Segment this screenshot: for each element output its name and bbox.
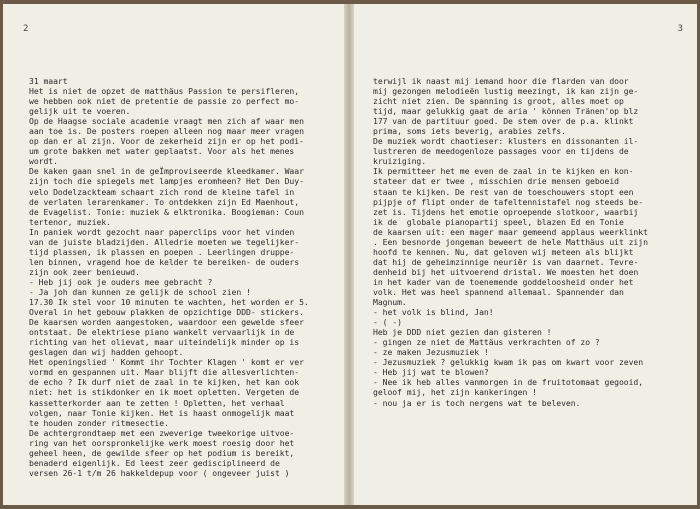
text-line: velo Dodelzackteam schaart zich rond de kleine tafel in	[29, 186, 295, 197]
text-line: versen 26-1 t/m 26 hakkeldepup voor ( ongeveer juist )	[29, 467, 290, 478]
text-line: ring van het oorspronkelijke werk moest roesig door het	[29, 437, 295, 448]
text-line: ik de globale pianopartij speel, blazen Ed en Tonie	[373, 216, 624, 227]
text-line: de echo ? Ik durf niet de zaal in te kijken, het kan ook	[29, 377, 300, 388]
text-line: geslagen dan wij hadden gehoopt.	[29, 347, 184, 358]
text-line: kruiziging.	[373, 156, 427, 167]
text-line: tijd, maar gelukkig gaat de aria ' können Tränen'op blz	[373, 106, 639, 117]
text-line: - Nee ik heb alles vanmorgen in de fruitotomaat gegooid,	[373, 377, 644, 388]
text-line: niet: het is stikdonker en ik moet opletten. Vergeten de	[29, 387, 300, 398]
page-number-left: 2	[23, 24, 29, 34]
text-line: 31 maart	[29, 76, 68, 86]
text-line: volgen, naar Tonie kijken. Het is haast onmogelijk maat	[29, 407, 295, 418]
text-line: tijd plassen, ik plassen en poepen . Leerlingen druppe-	[29, 246, 295, 257]
text-line: Ik permitteer het me even de zaal in te kijken en kon-	[373, 166, 634, 177]
text-line: zicht niet zien. De spanning is groot, alles moet op	[373, 96, 624, 107]
book-gutter	[344, 4, 354, 505]
text-line: 177 van de partituur goed. De stem over de p.a. klinkt	[373, 116, 634, 127]
text-line: wordt.	[29, 156, 58, 167]
text-line: . Een besnorde jongeman beweert de hele Matthäus uit zijn	[373, 236, 648, 247]
text-line: zet is. Tijdens het emotie oproepende slotkoor, waarbij	[373, 206, 639, 217]
text-line: Heb je DDD niet gezien dan gisteren !	[373, 327, 552, 338]
text-line: - ( -)	[373, 317, 402, 328]
text-line: we hebben ook niet de pretentie de passie zo perfect mo-	[29, 96, 300, 107]
text-line: - Jezusmuziek ? gelukkig kwam ik pas om kwart voor zeven	[373, 357, 644, 368]
text-line: te houden zonder ritmesectie.	[29, 417, 169, 428]
text-line: - Heb jij ook je ouders mee gebracht ?	[29, 276, 213, 287]
text-line: vormd en gespannen uit. Maar blijft die allesverlichten-	[29, 367, 300, 378]
text-line: - het volk is blind, Jan!	[373, 307, 494, 318]
text-line: gelijk uit te voeren.	[29, 106, 131, 117]
text-line: lustreren de meedogenloze passages voor en tijdens de	[373, 146, 629, 157]
text-line: tertenor, muziek.	[29, 216, 111, 227]
text-line: De kaken gaan snel in de geÏmproviseerde kleedkamer. Waar	[29, 166, 304, 177]
text-line: - Ja joh dan kunnen ze gelijk de school zien !	[29, 286, 251, 297]
text-line: aan toe is. De posters roepen alleen nog maar meer vragen	[29, 126, 304, 137]
page-number-right: 3	[677, 24, 683, 34]
text-line: um grote bakken met water geplaatst. Voor als het menes	[29, 146, 295, 157]
text-line: - nou ja er is toch nergens wat te beleven.	[373, 397, 581, 408]
text-line: - Heb jij wat te blowen?	[373, 367, 489, 378]
text-line: kassetterkorder aan te zetten ! Opletten, het verhaal	[29, 397, 285, 408]
text-line: Het is niet de opzet de matthäus Passion te persifleren,	[29, 86, 300, 97]
right-page	[350, 4, 697, 505]
right-page-text	[373, 76, 648, 408]
left-page-text	[29, 76, 309, 478]
text-line: stateer dat er twee , misschien drie mensen geboeid	[373, 176, 619, 187]
text-line: in het kader van de toenemende goddeloosheid onder het	[373, 276, 634, 287]
text-line: Het openingslied ' Kommt ihr Tochter Klagen ' komt er ver	[29, 357, 304, 368]
text-line: richting van het olievat, maar uiteindelijk minder op is	[29, 337, 300, 348]
text-line: de kaarsen uit: een mager maar gemeend applaus weerklinkt	[373, 226, 648, 237]
text-line: De muziek wordt chaotieser: klusters en dissonanten il-	[373, 136, 639, 147]
text-line: pijpje of flipt onder de tafeltennistafel nog steeds be-	[373, 196, 644, 207]
text-line: ontstaat. De elektriese piano wankelt vervaarlijk in de	[29, 327, 295, 338]
text-line: de Evagelist. Tonie: muziek & elktronika. Boogieman: Coun	[29, 206, 304, 217]
text-line: Magnum.	[373, 297, 407, 308]
text-line: dat hij de geheimzinnige neuriër is van daarnet. Tevre-	[373, 256, 639, 267]
text-line: geloof mij, het zijn kankeringen !	[373, 387, 537, 398]
text-line: - gingen ze niet de Mattäus verkrachten of zo ?	[373, 337, 600, 348]
text-line: De kaarsen worden aangestoken, waardoor een gewelde sfeer	[29, 317, 304, 328]
text-line: Op de Haagse sociale academie vraagt men zich af waar men	[29, 116, 304, 127]
text-line: benaderd eigenlijk. Ed leest zeer gedisciplineerd de	[29, 457, 280, 468]
text-line: denheid bij het uitvoerend dristal. We moesten het doen	[373, 266, 639, 277]
text-line: op dan er al zijn. Voor de zekerheid zijn er op het podi-	[29, 136, 304, 147]
left-page	[3, 4, 347, 505]
text-line: len binnen, vragend hoe de kelder te bereiken- de ouders	[29, 256, 300, 267]
text-line: zijn ook zeer benieuwd.	[29, 266, 140, 277]
text-line: staan te kijken. De rest van de toeschouwers stopt een	[373, 186, 634, 197]
text-line: de verlaten lerarenkamer. To ontdekken zijn Ed Maenhout,	[29, 196, 300, 207]
text-line: De achtergrondtaep met een zweverige tweekorige uitvoe-	[29, 427, 295, 438]
text-line: - ze maken Jezusmuziek !	[373, 347, 489, 358]
text-line: zijn toch die spiegels met lampjes eromheen? Het Den Duy-	[29, 176, 304, 187]
text-line: In paniek wordt gezocht naar paperclips voor het vinden	[29, 226, 295, 237]
text-line: van de juiste bladzijden. Alledrie moeten we tegelijker-	[29, 236, 300, 247]
text-line: Overal in het gebouw plakken de opzichtige DDD- stickers.	[29, 307, 304, 318]
text-line: 17.30 Ik stel voor 10 minuten te wachten, het worden er 5.	[29, 297, 309, 308]
text-line: volk. Het was heel spannend allemaal. Spannender dan	[373, 286, 624, 297]
text-line: mij gezongen melodieën lustig meezingt, ik kan zijn ge-	[373, 86, 639, 97]
text-line: hoofd te kennen. Nu, dat geloven wij meteen als blijkt	[373, 246, 634, 257]
text-line: geheel heen, de gewilde sfeer op het podium is bereikt,	[29, 447, 295, 458]
text-line: terwijl ik naast mij iemand hoor die flarden van door	[373, 76, 629, 86]
text-line: prima, soms iets beverig, arabies zelfs.	[373, 126, 566, 137]
